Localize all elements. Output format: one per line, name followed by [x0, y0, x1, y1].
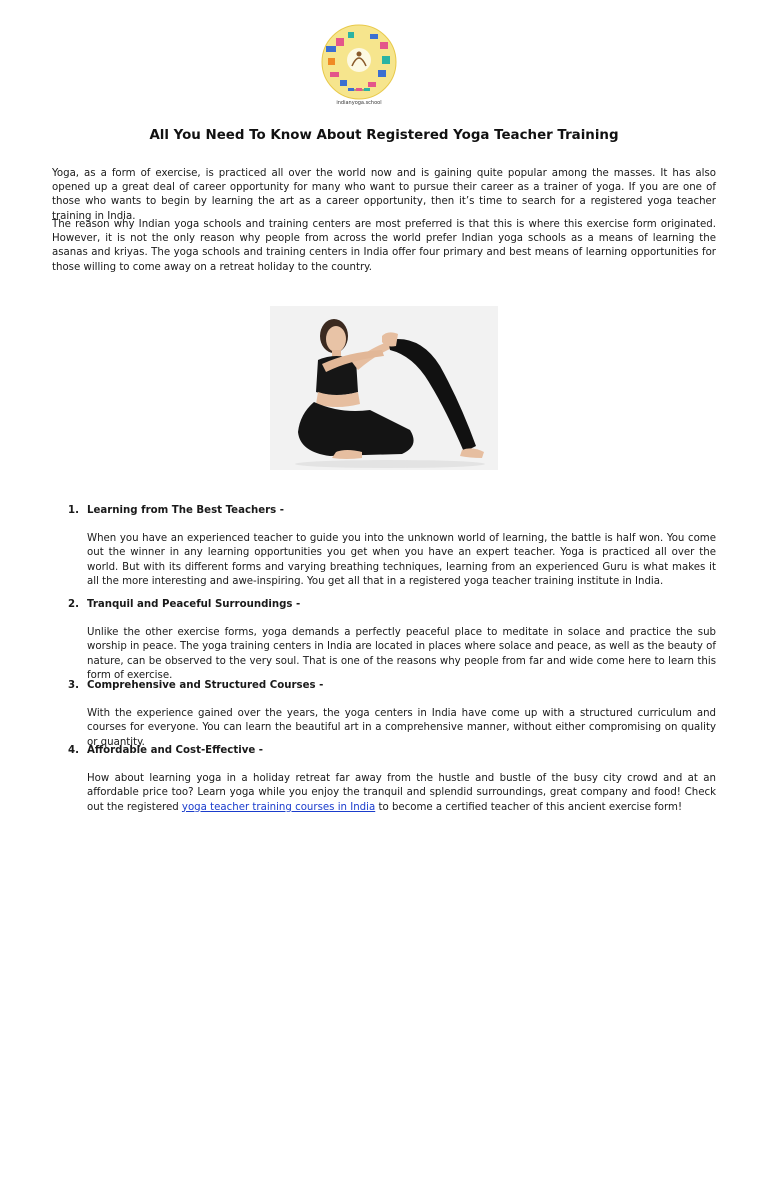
point-text-after-link: to become a certified teacher of this ancient exercise form! [375, 801, 683, 813]
point-number: 4. [68, 745, 79, 756]
point-title: Tranquil and Peaceful Surroundings - [87, 599, 301, 610]
point-title: Affordable and Cost-Effective - [87, 745, 264, 756]
article-title: All You Need To Know About Registered Yoga Teacher Training [149, 128, 619, 143]
logo-emblem-icon [318, 24, 400, 108]
training-courses-link[interactable]: yoga teacher training courses in India [181, 801, 376, 813]
list-item [68, 679, 716, 750]
point-number: 2. [68, 599, 79, 610]
point-heading [68, 744, 716, 758]
yoga-pose-photo [270, 306, 498, 470]
list-item [68, 598, 716, 683]
point-text [68, 772, 716, 815]
point-text: Unlike the other exercise forms, yoga demands a perfectly peaceful place to meditate in solace and practice the sub worship in peace. The yoga training centers in India are located in places where solace and peace, as well as the beauty of nature, can be observed to the very soul. That is one of the reasons why people from far and wide come here to learn this form of exercise. [87, 627, 716, 681]
point-title: Comprehensive and Structured Courses - [87, 680, 324, 691]
reason-paragraph: The reason why Indian yoga schools and training centers are most preferred is that this is where this exercise form originated. However, it is not the only reason why people from across the world prefer Indian yoga schools as a means of learning the asanas and kriyas. The yoga schools and training centers in India offer four primary and best means of learning opportunities for those willing to come away on a retreat holiday to the country. [52, 219, 716, 273]
logo-caption: indianyoga.school [336, 100, 382, 106]
intro-paragraph: Yoga, as a form of exercise, is practiced all over the world now and is gaining quite popular among the masses. It has also opened up a great deal of career opportunity for many who want to pursue their career as a trainer of yoga. If you are one of those who wants to begin by learning the art as a career opportunity, then it’s time to search for a registered yoga teacher training in India. [52, 168, 716, 222]
list-item [68, 504, 716, 589]
list-item [68, 744, 716, 815]
point-number: 3. [68, 680, 79, 691]
point-heading [68, 504, 716, 518]
point-heading [68, 598, 716, 612]
point-text: With the experience gained over the years, the yoga centers in India have come up with a structured curriculum and courses for everyone. You can learn the beautiful art in a comprehensive manner, without either compromising on quality or quantity. [87, 708, 716, 748]
point-number: 1. [68, 505, 79, 516]
point-title: Learning from The Best Teachers - [87, 505, 285, 516]
point-heading [68, 679, 716, 693]
point-text-before-link: How about learning yoga in a holiday retreat far away from the hustle and bustle of the busy city crowd and at an affordable price too? Learn yoga while you enjoy the tranquil and splendid surroundings, great company and food! Check out the registered [87, 773, 716, 813]
yoga-woman-image-icon [270, 306, 498, 470]
school-logo [318, 24, 400, 108]
point-text: When you have an experienced teacher to guide you into the unknown world of learning, the battle is half won. You come out the winner in any learning opportunities you get when you have an expert teacher. Yoga is practiced all over the world. But with its different forms and varying breathing techniques, learning from an experienced Guru is what makes it all the more interesting and awe-inspiring. You get all that in a registered yoga teacher training institute in India. [87, 533, 716, 587]
